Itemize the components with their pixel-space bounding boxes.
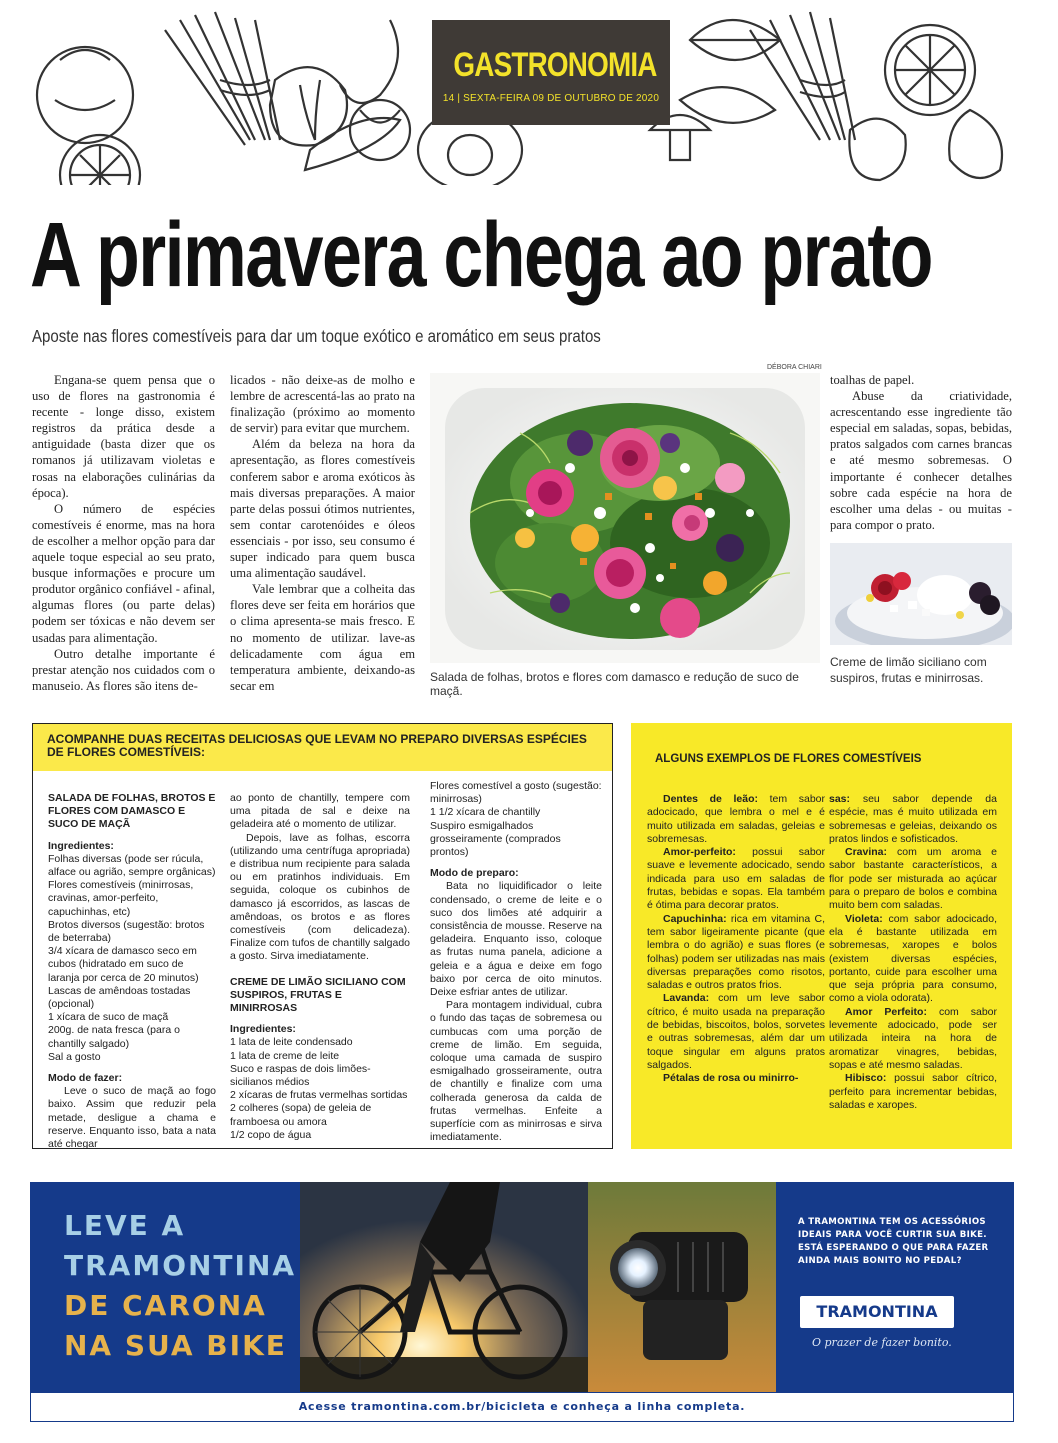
ad-tagline: A TRAMONTINA TEM OS ACESSÓRIOS IDEAIS PARA VOCÊ CURTIR SUA BIKE. ESTÁ ESPERANDO O QUE PARA FAZER AINDA MAIS BONITO NO PEDAL?: [798, 1217, 989, 1266]
recipes-box: [32, 723, 613, 1149]
flower-entry: [647, 793, 825, 846]
ingredient: Brotos diversos (sugestão: brotos de beterraba): [48, 918, 205, 945]
recipe-column-3: [430, 780, 602, 1144]
cyclist-image: [300, 1182, 588, 1392]
method-label: Modo de fazer:: [48, 1072, 123, 1085]
cyclist-photo: [300, 1182, 588, 1392]
article-title: A primavera chega ao prato: [30, 204, 932, 306]
salad-photo: [430, 373, 820, 663]
header-banner: [30, 0, 1013, 185]
recipe-column-2: [230, 792, 410, 1142]
flower-name: Cravina:: [845, 846, 888, 859]
flower-name: Violeta:: [845, 912, 883, 925]
ingredient: 1 xícara de suco de maçã: [48, 1011, 169, 1024]
tramontina-logo[interactable]: TRAMONTINA: [800, 1296, 954, 1328]
section-title: GASTRONOMIA: [453, 46, 657, 84]
ingredient: 1 lata de creme de leite: [230, 1049, 340, 1062]
paragraph: Além da beleza na hora da apresentação, as flores comestíveis conferem sabor e aroma exóticos às mais diversas preparações. A maior parte delas possui ótimos nutrientes, sem contar carotenóides e óleos essenciais - por isso, seu consumo é super indicado para quem busca uma alimentação saudável.: [230, 437, 415, 581]
flower-entry: [829, 793, 997, 846]
ad-line: TRAMONTINA: [64, 1249, 297, 1282]
ingredient: Sal a gosto: [48, 1050, 101, 1063]
flower-entry: [829, 913, 997, 1006]
ad-headline: [64, 1206, 296, 1366]
bike-light-photo: [588, 1182, 776, 1392]
ingredients-label: Ingredientes:: [48, 839, 114, 852]
paragraph: Vale lembrar que a colheita das flores deve ser feita em horários que o clima apresenta-se mais fresco. E no momento de utilizar. lave-as delicadamente com água em temperatura ambiente, deixando-as secar em: [230, 582, 415, 693]
article-column-3: [830, 372, 1012, 533]
salad-photo-caption: Salada de folhas, brotos e flores com damasco e redução de suco de maçã.: [430, 670, 799, 698]
flower-text: rica em vitamina C, tem sabor ligeiramente picante (que lembra o do agrião) e suas flores (e folhas) podem ser utilizadas nas mais diversas preparações como risotos, saladas e outros pratos frios.: [647, 912, 825, 992]
flowers-column-1: [647, 793, 825, 1086]
flower-name: Amor-perfeito:: [663, 846, 736, 859]
dessert-photo: [830, 543, 1012, 645]
flower-text: possui sabor suave e levemente adocicado, sendo indicada para uso em saladas de frutas, bebidas e sopas. Ela também é ótima para decorar pratos.: [647, 846, 825, 912]
method-text: Para montagem individual, cubra o fundo das taças de sobremesa ou cumbucas com uma porção de creme de limão. Em seguida, coloque uma camada de suspiro esmigalhado grosseiramente, outra de chantilly e finalize com uma colherada generosa da calda de frutas vermelhas. Enfeite a superfície com as minirrosas e sirva imediatamente.: [430, 999, 602, 1144]
ingredient: 2 colheres (sopa) de geleia de framboesa ou amora: [230, 1102, 372, 1128]
ingredient: 1 lata de leite condensado: [230, 1036, 353, 1049]
ingredient: Flores comestíveis (minirrosas, cravinas, amor-perfeito, capuchinhas, etc): [48, 879, 194, 918]
flowers-box: [631, 723, 1012, 1149]
dessert-image: [830, 543, 1012, 645]
method-text: Bata no liquidificador o leite condensado, o creme de leite e o suco dos limões até adquirir a consistência de mousse. Reserve na geladeira. Enquanto isso, coloque as frutas numa panela, adicione a geleia e a água e deixe em fogo baixo por cerca de oito minutos. Deixe esfriar antes de utilizar.: [430, 880, 602, 999]
paragraph: Outro detalhe importante é prestar atenção nos cuidados com o manuseio. As flores são itens de-: [32, 646, 215, 693]
flower-name: sas:: [829, 793, 851, 805]
recipes-heading: ACOMPANHE DUAS RECEITAS DELICIOSAS QUE LEVAM NO PREPARO DIVERSAS ESPÉCIES DE FLORES COMESTÍVEIS:: [33, 724, 612, 771]
tramontina-ad[interactable]: [30, 1182, 1014, 1392]
flower-text: com sabor adocicado, ela é bastante utilizada em sobremesas, xaropes e bolos (existem diversas espécies, portanto, cuide para escolher uma que seja própria para consumo, como a viola odorata).: [829, 912, 997, 1005]
paragraph: Abuse da criatividade, acrescentando esse ingrediente tão especial em saladas, sopas, bebidas, pratos salgados com carnes brancas e até mesmo sobremesas. O importante é conhecer detalhes sobre cada espécie na hora de escolher uma delas - ou muitas - para compor o prato.: [830, 389, 1012, 532]
section-header: [432, 20, 670, 125]
flowers-column-2: [829, 793, 997, 1112]
paragraph: O número de espécies comestíveis é enorme, mas na hora de escolher a melhor opção para dar aquele toque especial ao seu prato, busque informações e procure um produtor orgânico confiável - afinal, algumas flores (ou parte delas) podem ser tóxicas e não devem ser usadas para alimentação.: [32, 501, 215, 645]
paragraph: Engana-se quem pensa que o uso de flores na gastronomia é recente - longe disso, existem registros da prática desde a antiguidade (basta dizer que os romanos já utilizavam violetas e rosas na elaborações culinárias da época).: [32, 373, 215, 500]
flower-name: Capuchinha:: [663, 912, 727, 925]
flower-entry: [829, 1072, 997, 1112]
flower-text: seu sabor depende da espécie, mas é muito utilizada em sobremesas e geleias, deixando os pratos lindos e sofisticados.: [829, 793, 997, 845]
flower-text: com um leve sabor cítrico, é muito usada na preparação de bebidas, biscoitos, bolos, sorvetes e outras sobremesas, além dar um toque singular em alguns pratos salgados.: [647, 992, 825, 1071]
ingredient: Suspiro esmigalhados grosseiramente (comprados prontos): [430, 819, 561, 859]
article-column-1: [32, 372, 215, 694]
flower-name: Dentes de leão:: [663, 793, 758, 805]
article-subtitle: Aposte nas flores comestíveis para dar um toque exótico e aromático em seus pratos: [32, 326, 601, 346]
salad-image: [430, 373, 820, 663]
flower-entry: [647, 992, 825, 1072]
ad-slogan: O prazer de fazer bonito.: [812, 1336, 952, 1349]
ingredients-label: Ingredientes:: [230, 1023, 296, 1036]
page-date-line: 14 | SEXTA-FEIRA 09 DE OUTUBRO DE 2020: [442, 93, 660, 104]
recipe-1-title: SALADA DE FOLHAS, BROTOS E FLORES COM DAMASCO E SUCO DE MAÇÃ: [48, 792, 216, 831]
ingredient: 3/4 xícara de damasco seco em cubos (hidratado em suco de laranja por cerca de 20 minutos): [48, 945, 199, 984]
ingredient: 2 xícaras de frutas vermelhas sortidas: [230, 1089, 408, 1102]
dessert-photo-caption: Creme de limão siciliano com suspiros, frutas e minirrosas.: [830, 655, 987, 685]
ingredient: 200g. de nata fresca (para o chantilly salgado): [48, 1024, 180, 1050]
article-column-2: [230, 372, 415, 694]
method-label: Modo de preparo:: [430, 867, 519, 880]
method-text: Leve o suco de maçã ao fogo baixo. Assim que reduzir pela metade, desligue a chama e reserve. Enquanto isso, bata a nata até chegar: [48, 1085, 216, 1151]
flower-entry: [647, 913, 825, 993]
ad-line: NA SUA BIKE: [64, 1329, 287, 1362]
ad-line: LEVE A: [64, 1209, 186, 1242]
ingredient: Flores comestível a gosto (sugestão: minirrosas): [430, 780, 602, 806]
method-text: ao ponto de chantilly, tempere com uma pitada de sal e deixe na geladeira até o momento de utilizar.: [230, 792, 410, 831]
flower-entry: [647, 1072, 825, 1085]
ingredient: 1 1/2 xícara de chantilly: [430, 806, 541, 819]
ingredient: Lascas de amêndoas tostadas (opcional): [48, 984, 191, 1011]
flower-text: possui sabor cítrico, perfeito para incrementar bebidas, saladas e xaropes.: [829, 1072, 998, 1111]
ingredient: Suco e raspas de dois limões-sicilianos médios: [230, 1062, 371, 1089]
ingredient: Folhas diversas (pode ser rúcula, alface ou agrião, sempre orgânicas): [48, 852, 216, 879]
method-text: Depois, lave as folhas, escorra (utilizando uma centrífuga apropriada) e distribua num recipiente para salada ou em pratinhos individuais. Em seguida, coloque os cubinhos de damasco já escorridos, as lascas de amêndoas, os brotos e as flores comestíveis (com delicadeza). Finalize com tufos de chantilly salgado a gosto. Sirva imediatamente.: [230, 831, 410, 963]
flower-name: Hibisco:: [845, 1072, 887, 1085]
flower-name: Pétalas de rosa ou minirro-: [663, 1072, 799, 1085]
flower-entry: [829, 846, 997, 912]
recipe-column-1: [48, 792, 216, 1151]
flower-name: Amor Perfeito:: [845, 1005, 927, 1018]
flower-entry: [647, 846, 825, 912]
ad-line: DE CARONA: [64, 1289, 267, 1322]
recipe-2-title: CREME DE LIMÃO SICILIANO COM SUSPIROS, FRUTAS E MINIRROSAS: [230, 975, 406, 1015]
flower-text: tem sabor adocicado, que lembra o mel e é muito utilizada em saladas, geleias e sobremesas.: [647, 793, 826, 845]
flowers-heading: ALGUNS EXEMPLOS DE FLORES COMESTÍVEIS: [655, 753, 922, 765]
paragraph: licados - não deixe-as de molho e lembre de acrescentá-las ao prato na finalização (próximo ao momento de servir) para evitar que murchem.: [230, 373, 415, 436]
photo-credit: DÉBORA CHIARI: [767, 364, 822, 371]
flower-text: com sabor levemente adocicado, pode ser utilizada inteira na hora de aromatizar vinagres, bebidas, sopas e até mesmo saladas.: [829, 1005, 997, 1071]
flower-entry: [829, 1006, 997, 1072]
flower-text: com um aroma e sabor bastante característicos, a flor pode ser misturada ao açúcar para o preparo de bolos e combina muito bem com saladas.: [829, 846, 998, 912]
paragraph: toalhas de papel.: [830, 373, 915, 387]
bike-light-image: [588, 1182, 776, 1392]
ad-footer-link[interactable]: Acesse tramontina.com.br/bicicleta e conheça a linha completa.: [30, 1392, 1014, 1422]
flower-name: Lavanda:: [663, 992, 710, 1005]
ingredient: 1/2 copo de água: [230, 1128, 312, 1141]
